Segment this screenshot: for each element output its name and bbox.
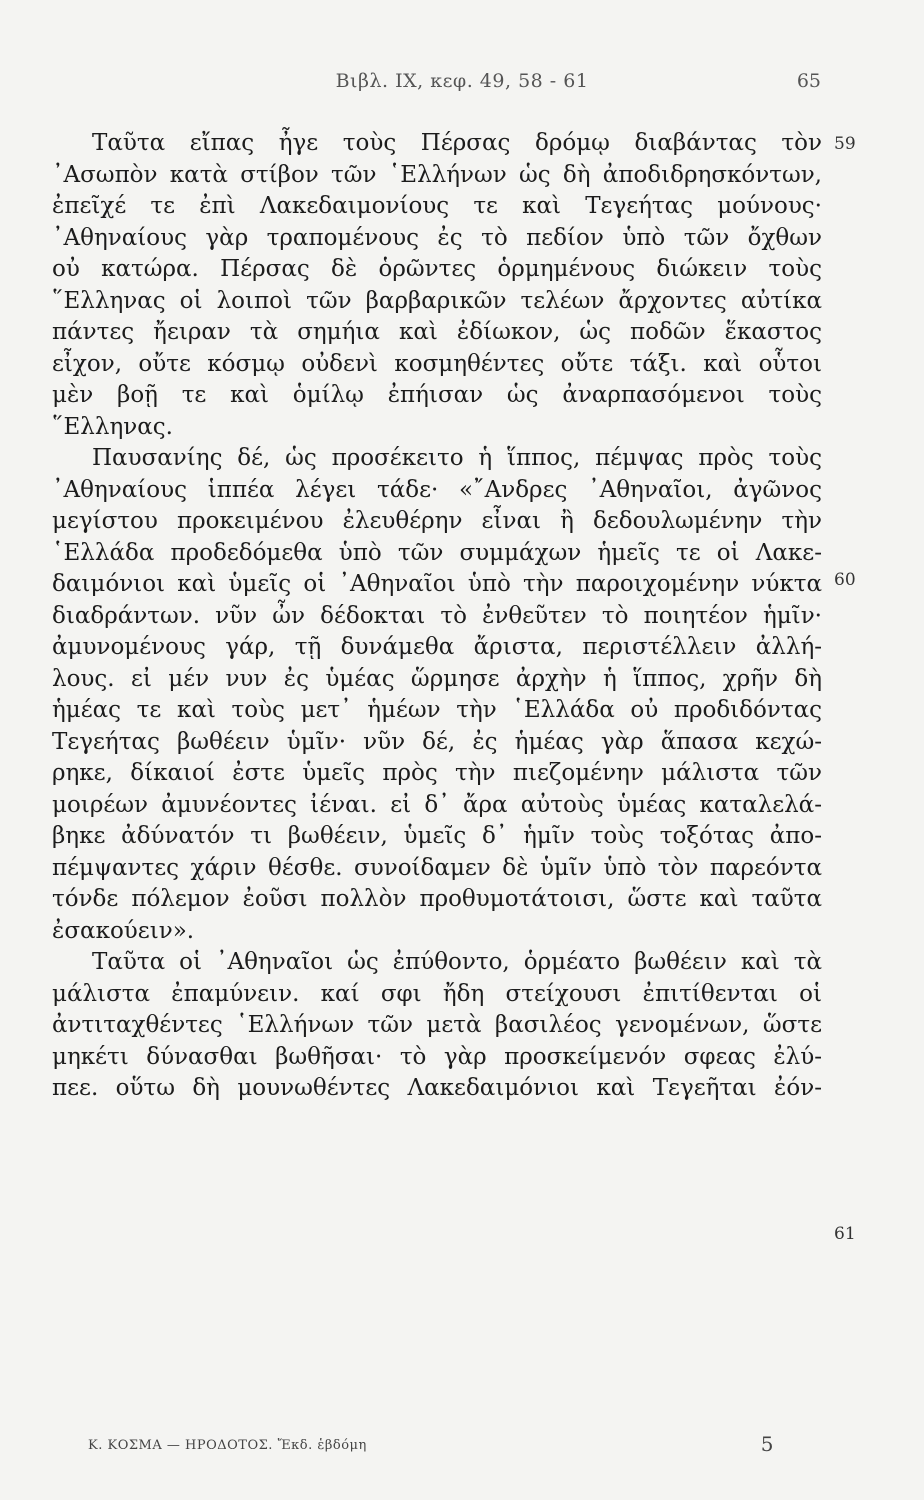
section-marker-61: 61: [834, 1224, 856, 1244]
text-line: πάντες ἤειραν τὰ σημήια καὶ ἐδίωκον, ὡς ποδῶν ἕκαστος: [52, 319, 822, 345]
text-line: μὲν βοῇ τε καὶ ὁμίλῳ ἐπήισαν ὡς ἀναρπασόμενοι τοὺς: [52, 382, 822, 408]
text-line: διαδράντων. νῦν ὦν δέδοκται τὸ ἐνθεῦτεν τὸ ποιητέον ἡμῖν·: [52, 602, 822, 629]
signature-number: 5: [760, 1432, 774, 1456]
text-line: Τεγεήτας βωθέειν ὑμῖν· νῦν δέ, ἐς ἡμέας γὰρ ἅπασα κεχώ-: [52, 728, 822, 755]
text-line: Ταῦτα εἴπας ἦγε τοὺς Πέρσας δρόμῳ διαβάντας τὸν: [92, 130, 822, 156]
text-line: μεγίστου προκειμένου ἐλευθέρην εἶναι ἢ δεδουλωμένην τὴν: [52, 508, 822, 534]
running-head: [0, 70, 924, 100]
text-line: πεε. οὕτω δὴ μουνωθέντες Λακεδαιμόνιοι καὶ Τεγεῆται ἐόν-: [52, 1075, 822, 1101]
signature-text: Κ. ΚΟΣΜΑ — ΗΡΟΔΟΤΟΣ. Ἔκδ. ἑβδόμη: [88, 1438, 367, 1453]
text-line: βηκε ἀδύνατόν τι βωθέειν, ὑμεῖς δ᾿ ἡμῖν τοὺς τοξότας ἀπο-: [52, 823, 822, 849]
text-line: λους. εἰ μέν νυν ἐς ὑμέας ὥρμησε ἀρχὴν ἡ ἵππος, χρῆν δὴ: [52, 665, 822, 692]
text-line: ᾿Αθηναίους ἱππέα λέγει τάδε· «῎Ανδρες ᾿Αθηναῖοι, ἀγῶνος: [52, 476, 822, 503]
text-line: ἐπεῖχέ τε ἐπὶ Λακεδαιμονίους τε καὶ Τεγεήτας μούνους·: [52, 193, 822, 219]
section-marker-59: 59: [834, 134, 856, 154]
text-line: ῞Ελληνας οἱ λοιποὶ τῶν βαρβαρικῶν τελέων ἄρχοντες αὐτίκα: [52, 287, 822, 314]
text-line: ᾿Αθηναίους γὰρ τραπομένους ἐς τὸ πεδίον ὑπὸ τῶν ὄχθων: [52, 224, 822, 251]
page-footer: [0, 1432, 924, 1462]
text-line: ῾Ελλάδα προδεδόμεθα ὑπὸ τῶν συμμάχων ἡμεῖς τε οἱ Λακε-: [52, 539, 822, 566]
text-line: ῞Ελληνας.: [52, 413, 173, 440]
text-line: ᾿Ασωπὸν κατὰ στίβον τῶν ῾Ελλήνων ὡς δὴ ἀποδιδρησκόντων,: [52, 161, 822, 188]
text-line: δαιμόνιοι καὶ ὑμεῖς οἱ ᾿Αθηναῖοι ὑπὸ τὴν παροιχομένην νύκτα: [52, 571, 822, 597]
text-line: ἐσακούειν».: [52, 917, 195, 944]
section-marker-60: 60: [834, 570, 856, 590]
text-line: εἶχον, οὔτε κόσμῳ οὐδενὶ κοσμηθέντες οὔτε τάξι. καὶ οὗτοι: [52, 350, 822, 377]
running-head-title: Βιβλ. IX, κεφ. 49, 58 - 61: [335, 70, 589, 92]
text-line: μοιρέων ἀμυνέοντες ἰέναι. εἰ δ᾿ ἄρα αὐτοὺς ὑμέας καταλελά-: [52, 791, 822, 818]
text-line: μηκέτι δύνασθαι βωθῆσαι· τὸ γὰρ προσκείμενόν σφεας ἐλύ-: [52, 1043, 822, 1070]
text-line: ἀντιταχθέντες ῾Ελλήνων τῶν μετὰ βασιλέος γενομένων, ὥστε: [52, 1012, 822, 1038]
text-line: πέμψαντες χάριν θέσθε. συνοίδαμεν δὲ ὑμῖν ὑπὸ τὸν παρεόντα: [52, 854, 822, 881]
text-line: ἀμυνομένους γάρ, τῇ δυνάμεθα ἄριστα, περιστέλλειν ἀλλή-: [52, 634, 822, 660]
text-line: Παυσανίης δέ, ὡς προσέκειτο ἡ ἵππος, πέμψας πρὸς τοὺς: [92, 445, 822, 471]
text-line: μάλιστα ἐπαμύνειν. καί σφι ἤδη στείχουσι ἐπιτίθενται οἱ: [52, 980, 822, 1007]
text-line: ἡμέας τε καὶ τοὺς μετ᾿ ἡμέων τὴν ῾Ελλάδα οὐ προδιδόντας: [52, 697, 822, 723]
text-line: ρηκε, δίκαιοί ἐστε ὑμεῖς πρὸς τὴν πιεζομένην μάλιστα τῶν: [52, 760, 822, 786]
page-number: 65: [796, 70, 821, 92]
text-line: τόνδε πόλεμον ἐοῦσι πολλὸν προθυμοτάτοισι, ὥστε καὶ ταῦτα: [52, 886, 822, 912]
body-text: [52, 128, 856, 1244]
text-line: οὐ κατώρα. Πέρσας δὲ ὁρῶντες ὁρμημένους διώκειν τοὺς: [52, 256, 822, 282]
text-line: Ταῦτα οἱ ᾿Αθηναῖοι ὡς ἐπύθοντο, ὁρμέατο βωθέειν καὶ τὰ: [92, 949, 822, 975]
